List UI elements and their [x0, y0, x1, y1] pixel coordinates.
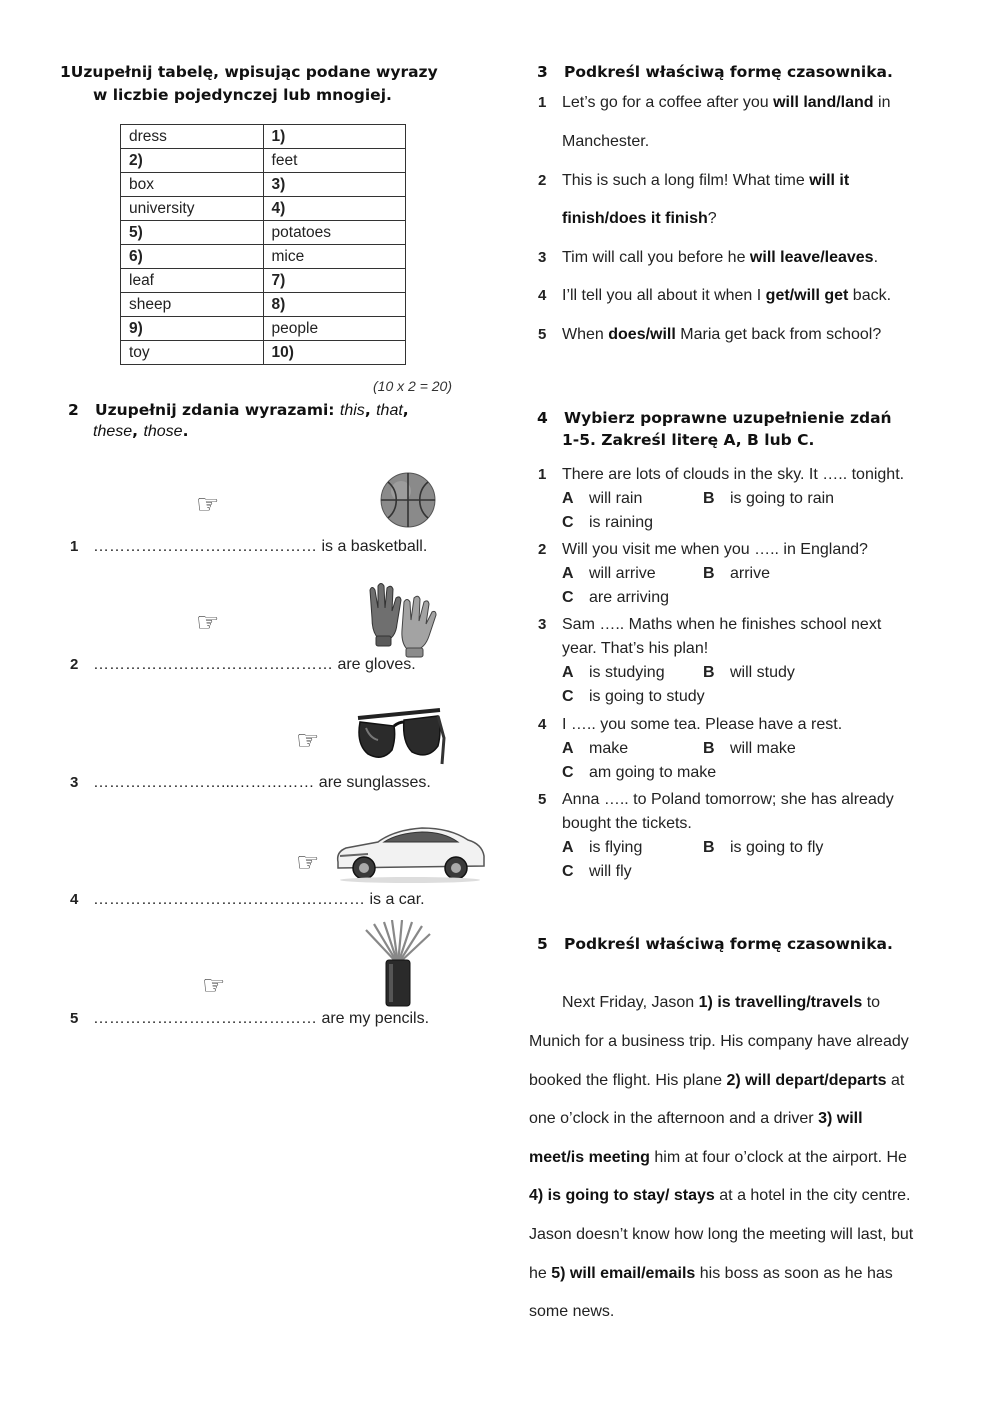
option-row [562, 687, 705, 707]
option-a[interactable] [562, 490, 642, 507]
ex5-line-4 [529, 1109, 863, 1129]
paragraph-text: his boss as soon as he has [695, 1265, 893, 1282]
dotted-blank[interactable]: …………………………………… [93, 538, 317, 555]
dotted-blank[interactable]: ……………………...…………… [93, 774, 315, 791]
item-number: 2 [538, 172, 547, 189]
sentence-text: Let’s go for a coffee after you [562, 94, 774, 111]
sentence-text: This is such a long film! What time [562, 172, 810, 189]
ex4-question [538, 615, 881, 635]
paragraph-text: him at four o’clock at the airport. He [649, 1149, 907, 1166]
option-b-text: will study [730, 664, 795, 681]
ex5-line-7: Jason doesn’t know how long the meeting will last, but [529, 1226, 914, 1243]
table-cell-right[interactable]: 1) [263, 125, 405, 149]
item-number: 5 [538, 326, 547, 343]
question-text: There are lots of clouds in the sky. It ….. tonight. [562, 466, 905, 483]
option-c[interactable] [562, 688, 705, 705]
ex5-line-5 [529, 1148, 907, 1168]
option-c-text: am going to make [589, 764, 717, 781]
verb-choice-3-cont[interactable]: meet/is meeting [529, 1149, 650, 1166]
option-c-text: is raining [589, 514, 654, 531]
option-a[interactable] [562, 839, 642, 856]
table-cell-left[interactable]: 6) [121, 245, 264, 269]
ex1-number: 1 [60, 63, 71, 81]
item-number: 2 [70, 656, 79, 673]
table-cell-right: mice [263, 245, 405, 269]
ex2-item-4 [70, 890, 425, 910]
sentence-rest: is a car. [365, 891, 425, 908]
table-row [121, 245, 406, 269]
ex2-item-3 [70, 773, 431, 793]
option-c[interactable] [562, 514, 653, 531]
sentence-text: Tim will call you before he [562, 249, 750, 266]
question-text: year. That’s his plan! [562, 640, 709, 657]
item-number: 1 [538, 94, 547, 111]
paragraph-text: booked the flight. His plane [529, 1072, 727, 1089]
option-b-text: is going to rain [730, 490, 835, 507]
option-row [703, 663, 795, 683]
table-cell-left: university [121, 197, 264, 221]
letter-c: C [562, 688, 574, 705]
table-row [121, 173, 406, 197]
verb-choice[interactable]: get/will get [765, 287, 849, 304]
letter-a: A [562, 565, 574, 582]
table-cell-right[interactable]: 3) [263, 173, 405, 197]
option-a-text: is studying [589, 664, 665, 681]
gloves-image [366, 578, 440, 658]
table-cell-right[interactable]: 4) [263, 197, 405, 221]
table-row [121, 293, 406, 317]
comma-2: , [402, 401, 409, 419]
pointing-hand-icon: ☞ [196, 490, 220, 520]
item-number: 1 [70, 538, 79, 555]
ex2-title [68, 399, 409, 422]
ex2-title-text: Uzupełnij zdania wyrazami: [95, 401, 340, 419]
option-a-text: will rain [589, 490, 643, 507]
table-cell-right[interactable]: 10) [263, 341, 405, 365]
table-cell-right[interactable]: 7) [263, 269, 405, 293]
word-these: these [93, 423, 133, 440]
table-row [121, 317, 406, 341]
letter-a: A [562, 664, 574, 681]
ex3-item-2 [538, 171, 849, 191]
pointing-hand-icon: ☞ [296, 848, 320, 878]
option-b[interactable] [703, 490, 834, 507]
word-this: this [339, 402, 365, 419]
basketball-image [379, 471, 437, 529]
option-a[interactable] [562, 565, 656, 582]
sentence-text: back. [848, 287, 892, 304]
item-number: 5 [70, 1010, 79, 1027]
verb-choice[interactable]: will it [809, 172, 850, 189]
dotted-blank[interactable]: ……………………………………… [93, 656, 333, 673]
ex5-line-9: some news. [529, 1303, 615, 1320]
ex2-item-2 [70, 655, 416, 675]
ex4-number: 4 [537, 409, 548, 427]
option-c-text: will fly [589, 863, 632, 880]
ex4-question [538, 715, 842, 735]
verb-choice[interactable]: finish/does it finish [562, 210, 708, 227]
option-a[interactable] [562, 664, 665, 681]
option-row [562, 763, 716, 783]
word-those: those [143, 423, 183, 440]
paragraph-text: Next Friday, Jason [562, 994, 699, 1011]
verb-choice-4[interactable]: 4) is going to stay/ stays [529, 1187, 715, 1204]
ex4-title-line1: Wybierz poprawne uzupełnienie zdań [564, 409, 892, 427]
comma-1: , [364, 401, 377, 419]
verb-choice-2[interactable]: 2) will depart/departs [726, 1072, 887, 1089]
ex1-title-line2: w liczbie pojedynczej lub mnogiej. [93, 86, 392, 104]
table-row [121, 149, 406, 173]
ex4-title [537, 409, 892, 427]
option-a-text: make [589, 740, 629, 757]
period: . [182, 422, 189, 440]
ex5-line-2: Munich for a business trip. His company have already [529, 1033, 909, 1050]
option-c-text: is going to study [589, 688, 705, 705]
sentence-rest: are sunglasses. [314, 774, 431, 791]
sentence-rest: is a basketball. [317, 538, 428, 555]
sentence-text: . [873, 249, 879, 266]
verb-choice[interactable]: will land/land [773, 94, 874, 111]
verb-choice-5[interactable]: 5) will email/emails [551, 1265, 696, 1282]
ex3-item-5 [538, 325, 881, 345]
sentence-rest: are gloves. [333, 656, 416, 673]
paragraph-text: at [886, 1072, 905, 1089]
paragraph-text: to [862, 994, 881, 1011]
option-row [703, 489, 834, 509]
ex4-title-line2: 1-5. Zakreśl literę A, B lub C. [562, 431, 815, 449]
letter-c: C [562, 764, 574, 781]
option-row [562, 663, 665, 683]
pointing-hand-icon: ☞ [202, 971, 226, 1001]
dotted-blank[interactable]: …………………………………… [93, 1010, 317, 1027]
ex3-item-4 [538, 286, 891, 306]
verb-choice-3[interactable]: 3) will [818, 1110, 863, 1127]
table-cell-left[interactable]: 2) [121, 149, 264, 173]
table-cell-left: dress [121, 125, 264, 149]
ex3-title-text: Podkreśl właściwą formę czasownika. [564, 63, 893, 81]
option-row [703, 739, 796, 759]
option-b[interactable] [703, 565, 770, 582]
option-row [562, 588, 669, 608]
paragraph-text: he [529, 1265, 552, 1282]
letter-b: B [703, 740, 715, 757]
table-cell-left[interactable]: 9) [121, 317, 264, 341]
item-number: 3 [538, 616, 547, 633]
option-c[interactable] [562, 863, 632, 880]
ex3-number: 3 [537, 63, 548, 81]
option-b[interactable] [703, 664, 795, 681]
letter-a: A [562, 839, 574, 856]
words-table [120, 124, 406, 365]
ex5-line-3 [529, 1071, 904, 1091]
table-row [121, 125, 406, 149]
option-row [562, 862, 632, 882]
item-number: 1 [538, 466, 547, 483]
ex4-question [538, 465, 904, 485]
letter-b: B [703, 664, 715, 681]
ex2-number: 2 [68, 401, 79, 419]
table-cell-right: feet [263, 149, 405, 173]
letter-c: C [562, 514, 574, 531]
option-row [703, 838, 823, 858]
letter-a: A [562, 740, 574, 757]
item-number: 3 [538, 249, 547, 266]
sentence-text: When [562, 326, 609, 343]
letter-b: B [703, 490, 715, 507]
option-c[interactable] [562, 764, 716, 781]
dotted-blank[interactable]: …………………………………………… [93, 891, 365, 908]
ex4-question [538, 790, 894, 810]
ex1-title-line1: Uzupełnij tabelę, wpisując podane wyrazy [70, 63, 438, 81]
table-cell-left: sheep [121, 293, 264, 317]
table-cell-right: potatoes [263, 221, 405, 245]
ex2-item-1 [70, 537, 427, 557]
ex1-score: (10 x 2 = 20) [373, 378, 452, 394]
question-text: Anna ….. to Poland tomorrow; she has already [562, 791, 894, 808]
sentence-text: in [873, 94, 891, 111]
word-that: that [376, 402, 403, 419]
table-row [121, 269, 406, 293]
table-cell-left: leaf [121, 269, 264, 293]
question-text: Will you visit me when you ….. in England? [562, 541, 868, 558]
option-b-text: will make [730, 740, 796, 757]
ex2-title-line2 [93, 421, 188, 442]
option-c[interactable] [562, 589, 669, 606]
table-cell-left: toy [121, 341, 264, 365]
ex5-line-6 [529, 1186, 911, 1206]
table-cell-left: box [121, 173, 264, 197]
option-c-text: are arriving [589, 589, 670, 606]
sunglasses-image [352, 708, 446, 770]
option-row [562, 513, 653, 533]
option-row [562, 838, 642, 858]
ex3-item-3 [538, 248, 878, 268]
question-text: bought the tickets. [562, 815, 692, 832]
sentence-text: I’ll tell you all about it when I [562, 287, 766, 304]
pointing-hand-icon: ☞ [296, 726, 320, 756]
option-a-text: is flying [589, 839, 643, 856]
ex2-item-5 [70, 1009, 429, 1029]
option-row [562, 739, 628, 759]
item-number: 4 [538, 716, 547, 733]
item-number: 4 [70, 891, 79, 908]
car-image [332, 822, 488, 884]
letter-b: B [703, 565, 715, 582]
option-a[interactable] [562, 740, 628, 757]
question-text: I ….. you some tea. Please have a rest. [562, 716, 843, 733]
letter-b: B [703, 839, 715, 856]
pointing-hand-icon: ☞ [196, 608, 220, 638]
item-number: 2 [538, 541, 547, 558]
sentence-text: Maria get back from school? [675, 326, 882, 343]
table-row [121, 221, 406, 245]
option-b[interactable] [703, 740, 796, 757]
ex5-line-1 [562, 993, 880, 1013]
option-a-text: will arrive [589, 565, 656, 582]
sentence-text: Manchester. [562, 133, 650, 150]
option-b-text: is going to fly [730, 839, 824, 856]
letter-a: A [562, 490, 574, 507]
paragraph-text: at a hotel in the city centre. [714, 1187, 911, 1204]
letter-c: C [562, 863, 574, 880]
ex1-title [60, 63, 438, 81]
table-cell-left[interactable]: 5) [121, 221, 264, 245]
table-row [121, 197, 406, 221]
option-row [562, 489, 642, 509]
comma-3: , [132, 422, 144, 440]
ex5-line-8 [529, 1264, 893, 1284]
item-number: 3 [70, 774, 79, 791]
ex3-item-2-line2 [562, 209, 717, 229]
option-row [703, 564, 770, 584]
verb-choice[interactable]: does/will [608, 326, 676, 343]
verb-choice-1[interactable]: 1) is travelling/travels [698, 994, 863, 1011]
sentence-rest: are my pencils. [317, 1010, 430, 1027]
table-cell-right[interactable]: 8) [263, 293, 405, 317]
letter-c: C [562, 589, 574, 606]
item-number: 5 [538, 791, 547, 808]
option-row [562, 564, 656, 584]
pencils-image [360, 920, 436, 1008]
ex4-question [538, 540, 868, 560]
paragraph-text: one o’clock in the afternoon and a driver [529, 1110, 819, 1127]
sentence-text: ? [707, 210, 717, 227]
question-text: Sam ….. Maths when he finishes school next [562, 616, 882, 633]
ex5-number: 5 [537, 935, 548, 953]
option-b[interactable] [703, 839, 823, 856]
ex5-title [537, 935, 893, 953]
table-row [121, 341, 406, 365]
option-b-text: arrive [730, 565, 771, 582]
verb-choice[interactable]: will leave/leaves [749, 249, 874, 266]
ex5-title-text: Podkreśl właściwą formę czasownika. [564, 935, 893, 953]
ex3-title [537, 63, 893, 81]
table-cell-right: people [263, 317, 405, 341]
item-number: 4 [538, 287, 547, 304]
ex3-item-1 [538, 93, 890, 113]
